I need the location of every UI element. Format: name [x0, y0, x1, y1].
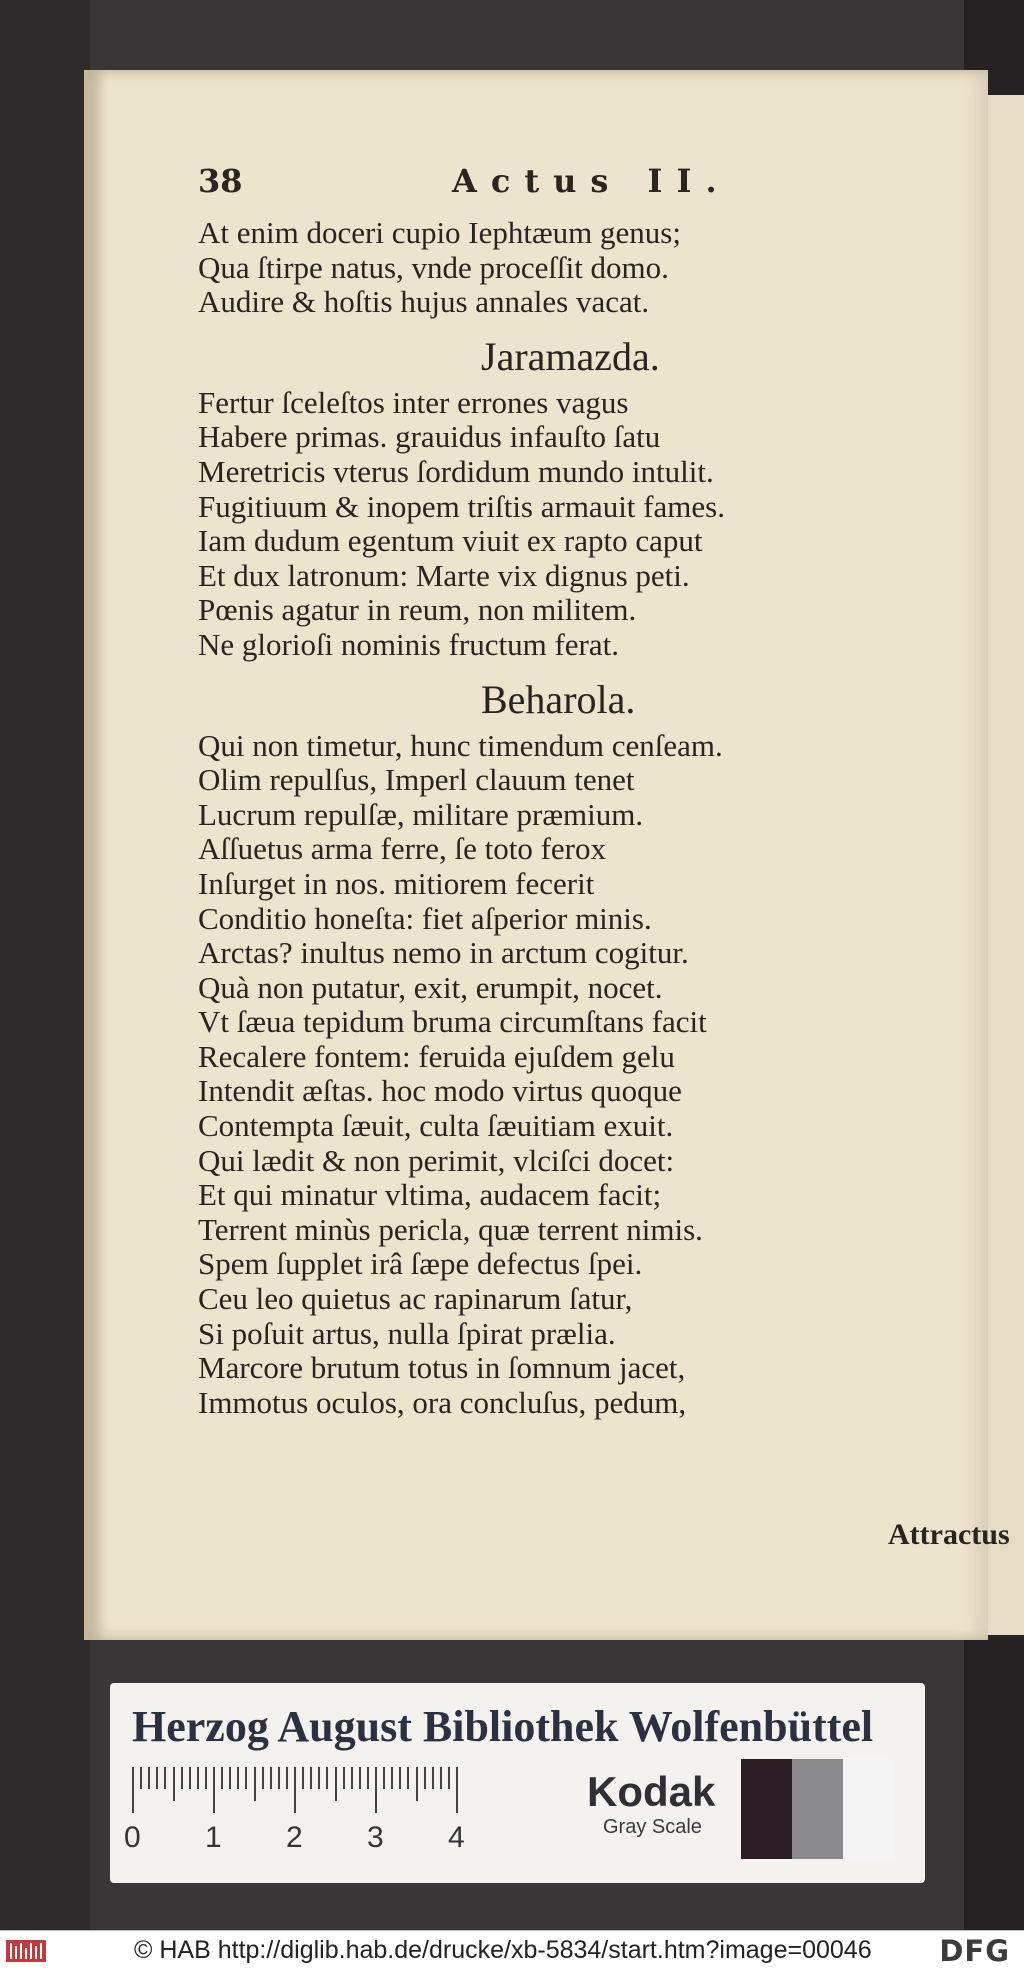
running-head: Actus II.	[452, 162, 731, 200]
ruler-tick	[432, 1767, 434, 1789]
scan-background-left	[0, 0, 90, 1930]
ruler-label: 4	[448, 1821, 465, 1854]
ruler-tick	[173, 1767, 175, 1801]
hab-logo-icon	[6, 1940, 46, 1962]
ruler-tick	[391, 1767, 393, 1789]
verse-line: Meretricis vterus ſordidum mundo intulit.	[198, 453, 714, 489]
verse-line: Olim repulſus, Imperl clauum tenet	[198, 762, 635, 798]
verse-line: Spem ſupplet irâ ſæpe defectus ſpei.	[198, 1246, 643, 1282]
ruler-tick	[245, 1767, 247, 1789]
ruler-tick	[318, 1767, 320, 1789]
verse-line: Pœnis agatur in reum, non militem.	[198, 592, 637, 628]
ruler-tick	[343, 1767, 345, 1789]
ruler-tick	[286, 1767, 288, 1789]
verse-line: Contempta ſæuit, culta ſæuitiam exuit.	[198, 1108, 674, 1144]
verse-line: At enim doceri cupio Iephtæum genus;	[198, 215, 681, 250]
viewer-footer	[0, 1930, 1024, 1970]
verse-line: Inſurget in nos. mitiorem fecerit	[198, 865, 595, 901]
book-page	[84, 70, 1010, 1640]
ruler-tick	[270, 1767, 272, 1789]
ruler-tick	[181, 1767, 183, 1789]
verse-line: Arctas? inultus nemo in arctum cogitur.	[198, 935, 689, 971]
ruler-tick	[302, 1767, 304, 1789]
ruler-tick	[367, 1767, 369, 1789]
ruler-tick	[359, 1767, 361, 1789]
ruler-tick	[278, 1767, 280, 1789]
source-url-link[interactable]: © HAB http://diglib.hab.de/drucke/xb-5834/start.htm?image=00046	[134, 1936, 872, 1964]
page-header	[198, 162, 938, 216]
verse-passages	[198, 216, 938, 1420]
ruler-tick	[237, 1767, 239, 1789]
page-text-block	[198, 162, 938, 1420]
ruler-tick	[440, 1767, 442, 1789]
verse-line: Fertur ſceleſtos inter errones vagus	[198, 384, 629, 420]
ruler-tick	[140, 1767, 142, 1789]
ruler-tick	[310, 1767, 312, 1789]
verse-line: Quà non putatur, exit, erumpit, nocet.	[198, 969, 663, 1005]
speaker-name: Beharola.	[481, 676, 636, 722]
ruler-tick	[132, 1767, 134, 1813]
ruler-tick	[294, 1767, 296, 1813]
verse-line: Qui non timetur, hunc timendum cenſeam.	[198, 727, 723, 763]
ruler-tick	[189, 1767, 191, 1789]
speaker-name: Jaramazda.	[481, 333, 660, 379]
ruler-tick	[205, 1767, 207, 1789]
color-target-card	[110, 1683, 925, 1883]
verse-line: Terrent minùs pericla, quæ terrent nimis.	[198, 1211, 703, 1247]
gray-patch-light	[843, 1759, 894, 1859]
ruler-tick	[254, 1767, 256, 1801]
verse-line: Iam dudum egentum viuit ex rapto caput	[198, 523, 703, 559]
catchword: Attractus	[888, 1518, 1010, 1551]
ruler-tick	[424, 1767, 426, 1789]
verse-line: Habere primas. grauidus infauſto ſatu	[198, 419, 661, 455]
gray-scale-label: Gray Scale	[603, 1816, 702, 1838]
library-name: Herzog August Bibliothek Wolfenbüttel	[132, 1702, 874, 1751]
verse-line: Vt ſæua tepidum bruma circumſtans facit	[198, 1004, 707, 1040]
ruler-tick	[156, 1767, 158, 1789]
ruler-tick	[213, 1767, 215, 1813]
ruler-tick	[326, 1767, 328, 1789]
ruler-tick	[407, 1767, 409, 1789]
measuring-ruler	[124, 1767, 552, 1854]
ruler-tick	[335, 1767, 337, 1801]
ruler-tick	[448, 1767, 450, 1789]
verse-line: Recalere fontem: feruida ejuſdem gelu	[198, 1038, 675, 1074]
page-number: 38	[198, 162, 243, 200]
ruler-tick	[148, 1767, 150, 1789]
ruler-label: 3	[367, 1821, 384, 1854]
dfg-logo: DFG	[939, 1934, 1010, 1968]
ruler-tick	[351, 1767, 353, 1789]
verse-line: Marcore brutum totus in ſomnum jacet,	[198, 1350, 686, 1386]
ruler-tick	[221, 1767, 223, 1789]
ruler-tick	[262, 1767, 264, 1789]
verse-line: Intendit æſtas. hoc modo virtus quoque	[198, 1073, 682, 1109]
verse-line: Lucrum repulſæ, militare præmium.	[198, 796, 644, 832]
ruler-tick	[383, 1767, 385, 1789]
verse-line: Fugitiuum & inopem triſtis armauit fames.	[198, 488, 725, 524]
verse-line: Audire & hoſtis hujus annales vacat.	[198, 284, 650, 320]
ruler-label: 1	[205, 1821, 222, 1854]
ruler-tick	[399, 1767, 401, 1789]
gray-patch-dark	[741, 1759, 792, 1859]
kodak-logo: Kodak	[587, 1768, 716, 1815]
gray-patch-mid	[792, 1759, 843, 1859]
ruler-label: 2	[286, 1821, 303, 1854]
ruler-tick	[416, 1767, 418, 1801]
verse-line: Ceu leo quietus ac rapinarum ſatur,	[198, 1281, 633, 1317]
verse-line: Et dux latronum: Marte vix dignus peti.	[198, 557, 690, 593]
verse-line: Immotus oculos, ora concluſus, pedum,	[198, 1384, 687, 1420]
ruler-tick	[229, 1767, 231, 1789]
verse-line: Aſſuetus arma ferre, ſe toto ferox	[198, 831, 606, 867]
ruler-tick	[197, 1767, 199, 1789]
ruler-tick	[375, 1767, 377, 1813]
verse-line: Ne glorioſi nominis fructum ferat.	[198, 626, 619, 662]
verse-line: Si poſuit artus, nulla ſpirat prælia.	[198, 1315, 616, 1351]
ruler-tick	[456, 1767, 458, 1813]
ruler-tick	[164, 1767, 166, 1789]
verse-line: Qua ſtirpe natus, vnde proceſſit domo.	[198, 249, 669, 285]
verse-line: Conditio honeſta: fiet aſperior minis.	[198, 900, 652, 936]
verse-line: Et qui minatur vltima, audacem facit;	[198, 1177, 662, 1213]
verse-line: Qui lædit & non perimit, vlciſci docet:	[198, 1142, 675, 1178]
ruler-label: 0	[124, 1821, 141, 1854]
